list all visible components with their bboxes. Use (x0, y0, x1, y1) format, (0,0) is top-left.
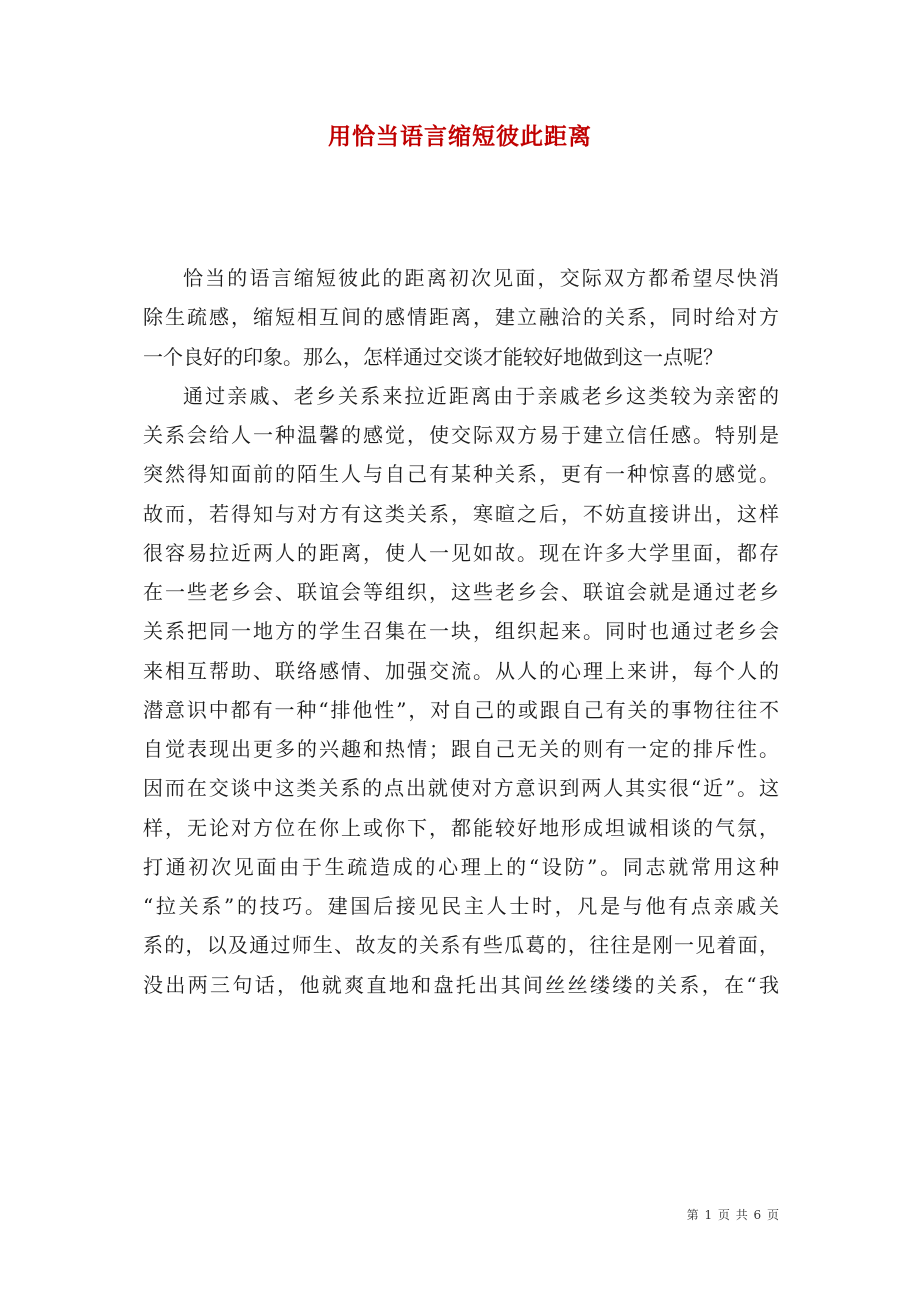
paragraph-2-line: 关系把同一地方的学生召集在一块，组织起来。同时也通过老乡会 (143, 619, 779, 644)
paragraph-2-line: 系的，以及通过师生、故友的关系有些瓜葛的，往往是刚一见着面， (143, 933, 779, 958)
paragraph-1-line: 恰当的语言缩短彼此的距离初次见面，交际双方都希望尽快消 (183, 266, 779, 290)
paragraph-2-line: 样，无论对方位在你上或你下，都能较好地形成坦诚相谈的气氛， (143, 815, 779, 840)
paragraph-2-line: 来相互帮助、联络感情、加强交流。从人的心理上来讲，每个人的 (143, 658, 779, 683)
paragraph-2-line: 关系会给人一种温馨的感觉，使交际双方易于建立信任感。特别是 (143, 423, 779, 447)
paragraph-2-line: 很容易拉近两人的距离，使人一见如故。现在许多大学里面，都存 (143, 540, 779, 565)
paragraph-2-line: 在一些老乡会、联谊会等组织，这些老乡会、联谊会就是通过老乡 (143, 580, 779, 604)
paragraph-2-line: 自觉表现出更多的兴趣和热情；跟自己无关的则有一定的排斥性。 (143, 737, 779, 761)
paragraph-2-line: 故而，若得知与对方有这类关系，寒暄之后，不妨直接讲出，这样 (143, 501, 779, 526)
page-number-footer: 第 1 页 共 6 页 (686, 1208, 780, 1222)
paragraph-2-line: 潜意识中都有一种“排他性”，对自己的或跟自己有关的事物往往不 (143, 697, 779, 722)
paragraph-2-line: 打通初次见面由于生疏造成的心理上的“设防”。同志就常用这种 (143, 854, 779, 879)
paragraph-2-line: 通过亲戚、老乡关系来拉近距离由于亲戚老乡这类较为亲密的 (183, 383, 779, 408)
paragraph-2-line: “拉关系”的技巧。建国后接见民主人士时，凡是与他有点亲戚关 (143, 894, 779, 918)
paragraph-1-line: 除生疏感，缩短相互间的感情距离，建立融洽的关系，同时给对方 (143, 305, 779, 330)
paragraph-2-line: 没出两三句话，他就爽直地和盘托出其间丝丝缕缕的关系，在“我 (143, 972, 779, 997)
paragraph-1-line: 一个良好的印象。那么，怎样通过交谈才能较好地做到这一点呢？ (143, 344, 723, 369)
paragraph-2-line: 突然得知面前的陌生人与自己有某种关系，更有一种惊喜的感觉。 (143, 462, 779, 487)
paragraph-2-line: 因而在交谈中这类关系的点出就使对方意识到两人其实很“近”。这 (143, 776, 779, 801)
document-title: 用恰当语言缩短彼此距离 (328, 123, 592, 150)
document-body (143, 259, 779, 1005)
